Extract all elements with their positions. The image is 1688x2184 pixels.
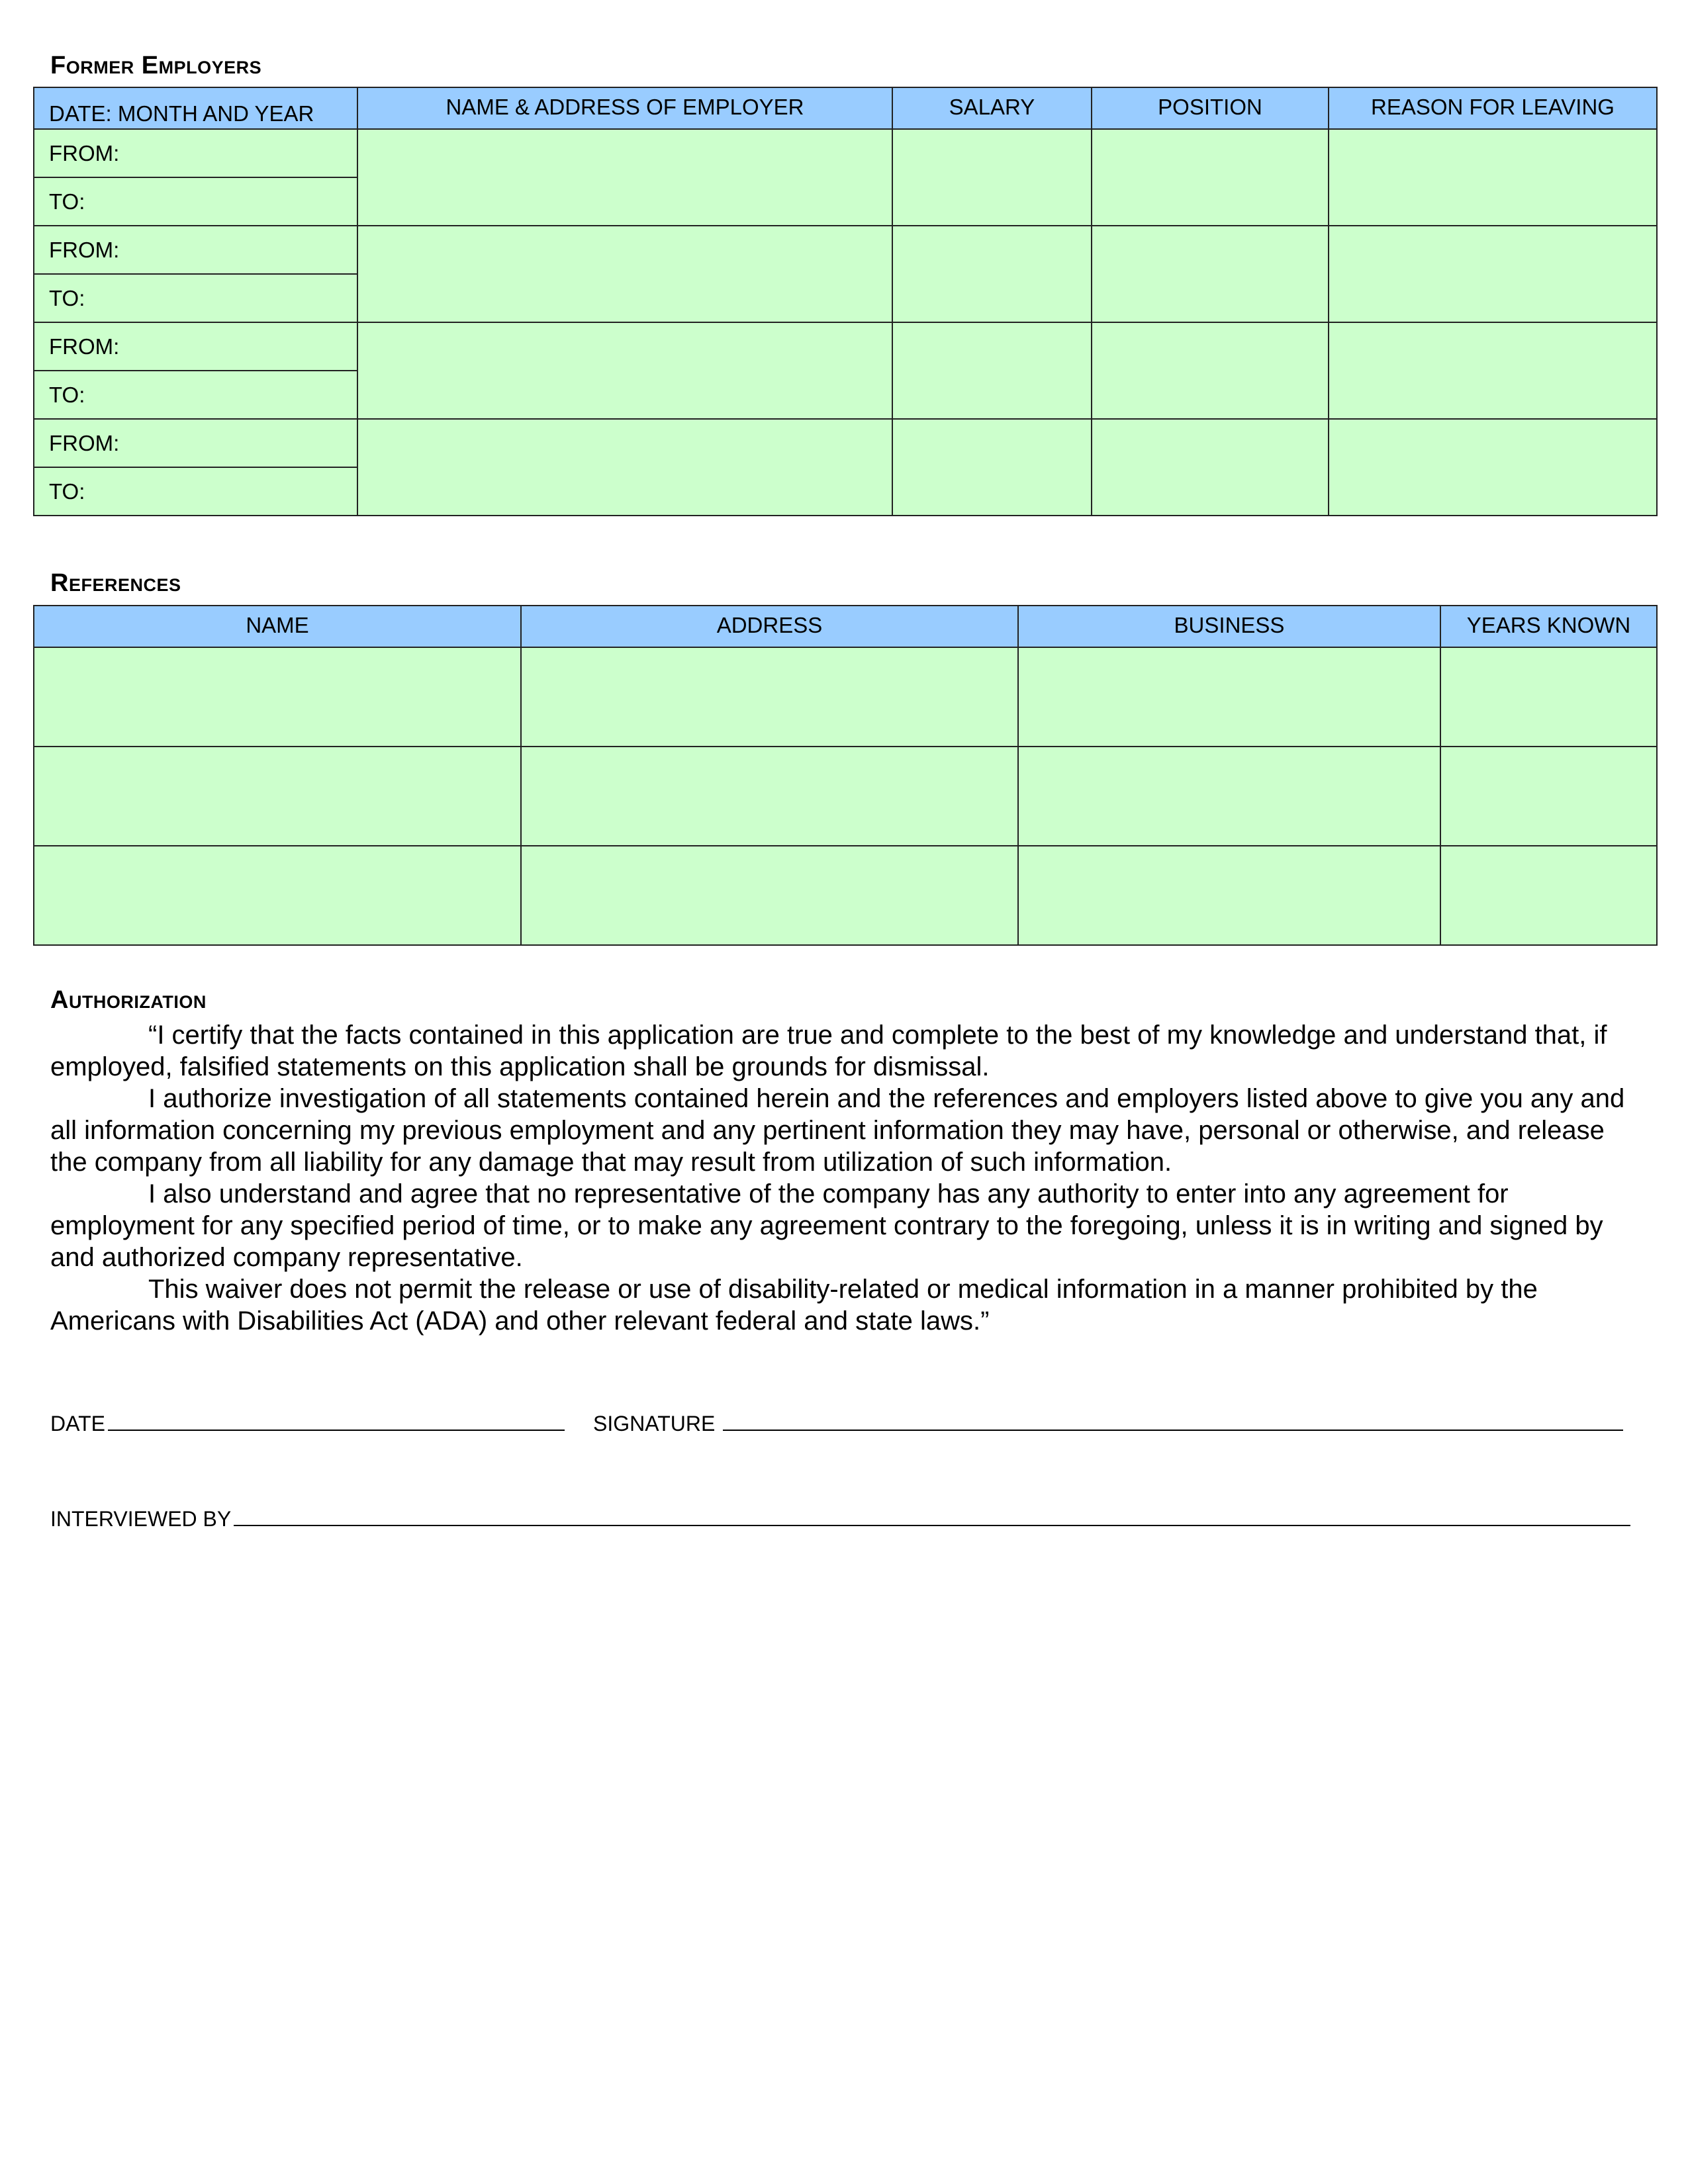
employer-salary-field[interactable]: [892, 226, 1092, 322]
former-employers-table: [33, 87, 1658, 516]
reference-business-field[interactable]: [1018, 846, 1440, 945]
from-label: FROM:: [34, 129, 357, 177]
employer-position-field[interactable]: [1092, 226, 1329, 322]
signature-field[interactable]: [723, 1408, 1623, 1431]
header-salary: SALARY: [892, 87, 1092, 129]
header-name-address: NAME & ADDRESS OF EMPLOYER: [357, 87, 892, 129]
employer-salary-field[interactable]: [892, 419, 1092, 516]
employer-reason-field[interactable]: [1329, 129, 1657, 226]
header-ref-business: BUSINESS: [1018, 606, 1440, 647]
employer-name-address-field[interactable]: [357, 419, 892, 516]
authorization-paragraph: “I certify that the facts contained in this application are true and complete to the best of my knowledge and understand that, if employed, falsified statements on this application shall be grounds for dismissal.: [50, 1021, 1607, 1081]
employer-name-address-field[interactable]: [357, 226, 892, 322]
reference-business-field[interactable]: [1018, 747, 1440, 846]
header-ref-name: NAME: [34, 606, 521, 647]
signature-label: SIGNATURE: [593, 1412, 716, 1435]
reference-years-known-field[interactable]: [1440, 647, 1657, 747]
date-field[interactable]: [108, 1408, 565, 1431]
employer-name-address-field[interactable]: [357, 129, 892, 226]
header-reason: REASON FOR LEAVING: [1329, 87, 1657, 129]
authorization-text: [50, 1019, 1646, 1337]
reference-business-field[interactable]: [1018, 647, 1440, 747]
authorization-paragraph: I also understand and agree that no representative of the company has any authority to enter into any agreement for employment for any specified period of time, or to make any agreement contrary to the foregoing, unless it is in writing and signed by and authorized company representative.: [50, 1179, 1603, 1272]
reference-years-known-field[interactable]: [1440, 846, 1657, 945]
employer-reason-field[interactable]: [1329, 419, 1657, 516]
reference-address-field[interactable]: [521, 747, 1018, 846]
reference-name-field[interactable]: [34, 647, 521, 747]
authorization-paragraph: I authorize investigation of all statements contained herein and the references and employers listed above to give you any and all information concerning my previous employment and any pertinent information they may have, personal or otherwise, and release the company from all liability for any damage that may result from utilization of such information.: [50, 1084, 1625, 1177]
reference-years-known-field[interactable]: [1440, 747, 1657, 846]
authorization-paragraph: This waiver does not permit the release or use of disability-related or medical information in a manner prohibited by the Americans with Disabilities Act (ADA) and other relevant federal and state laws.”: [50, 1275, 1538, 1336]
to-label: TO:: [34, 371, 357, 419]
references-table: [33, 605, 1658, 946]
employer-position-field[interactable]: [1092, 419, 1329, 516]
employer-salary-field[interactable]: [892, 129, 1092, 226]
to-label: TO:: [34, 467, 357, 516]
signature-line: [593, 1408, 1623, 1436]
reference-address-field[interactable]: [521, 846, 1018, 945]
interviewed-by-line: [50, 1504, 1630, 1531]
date-label: DATE: [50, 1412, 105, 1435]
authorization-title: Authorization: [50, 986, 207, 1014]
reference-name-field[interactable]: [34, 747, 521, 846]
reference-address-field[interactable]: [521, 647, 1018, 747]
interviewed-by-label: INTERVIEWED BY: [50, 1507, 232, 1531]
header-ref-address: ADDRESS: [521, 606, 1018, 647]
from-label: FROM:: [34, 419, 357, 467]
employer-name-address-field[interactable]: [357, 322, 892, 419]
references-title: References: [50, 569, 181, 597]
header-date: DATE: MONTH AND YEAR: [34, 87, 357, 129]
former-employers-title: Former Employers: [50, 52, 262, 79]
header-ref-years-known: YEARS KNOWN: [1440, 606, 1657, 647]
from-label: FROM:: [34, 322, 357, 371]
to-label: TO:: [34, 177, 357, 226]
to-label: TO:: [34, 274, 357, 322]
header-position: POSITION: [1092, 87, 1329, 129]
interviewed-by-field[interactable]: [234, 1504, 1630, 1526]
employer-reason-field[interactable]: [1329, 322, 1657, 419]
reference-name-field[interactable]: [34, 846, 521, 945]
employer-position-field[interactable]: [1092, 322, 1329, 419]
employer-salary-field[interactable]: [892, 322, 1092, 419]
date-line: [50, 1408, 565, 1436]
employer-reason-field[interactable]: [1329, 226, 1657, 322]
from-label: FROM:: [34, 226, 357, 274]
employer-position-field[interactable]: [1092, 129, 1329, 226]
